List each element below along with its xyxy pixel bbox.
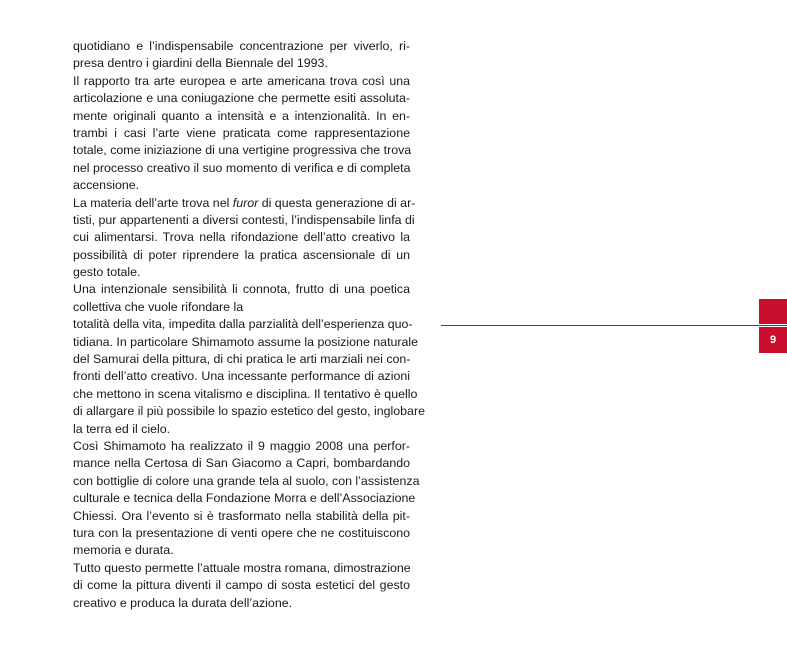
text-line: fronti dell’atto creativo. Una incessante performance di azioni — [73, 369, 410, 384]
page-rule — [441, 325, 787, 326]
text-line: mente originali quanto a intensità e a intenzionalità. In en- — [73, 108, 410, 123]
text-line: di allargare il più possibile lo spazio estetico del gesto, inglobare — [73, 404, 425, 419]
text-line: Una intenzionale sensibilità li connota, frutto di una poetica — [73, 282, 410, 297]
page-tab-top — [759, 299, 787, 324]
text-line: di come la pittura diventi il campo di sosta estetici del gesto — [73, 578, 410, 593]
text-line: presa dentro i giardini della Biennale del 1993. — [73, 56, 328, 71]
page-number: 9 — [769, 334, 777, 346]
text-line: creativo e produca la durata dell’azione. — [73, 595, 293, 610]
text-line: Così Shimamoto ha realizzato il 9 maggio 2008 una perfor- — [73, 438, 410, 453]
text-line: cui alimentarsi. Trova nella rifondazione dell’atto creativo la — [73, 230, 410, 245]
text-line: accensione. — [73, 178, 140, 193]
text-line: tisti, pur appartenenti a diversi contesti, l’indispensabile linfa di — [73, 212, 415, 227]
text-line: Il rapporto tra arte europea e arte americana trova così una — [73, 73, 410, 88]
text-line: memoria e durata. — [73, 543, 174, 558]
text-line: La materia dell’arte trova nel furor di questa generazione di ar- — [73, 195, 416, 210]
text-line: articolazione e una coniugazione che permette esiti assoluta- — [73, 91, 410, 106]
text-line: Tutto questo permette l’attuale mostra romana, dimostrazione — [73, 560, 411, 575]
text-line: mance nella Certosa di San Giacomo a Capri, bombardando — [73, 456, 410, 471]
text-line: totale, come iniziazione di una vertigine progressiva che trova — [73, 143, 412, 158]
text-line: tura con la presentazione di venti opere che ne costituiscono — [73, 525, 410, 540]
text-line: la terra ed il cielo. — [73, 421, 171, 436]
text-line: possibilità di poter riprendere la pratica ascensionale di un — [73, 247, 410, 262]
text-line: nel processo creativo il suo momento di verifica e di completa — [73, 160, 411, 175]
text-line: trambi i casi l’arte viene praticata come rappresentazione — [73, 125, 410, 140]
body-text — [73, 38, 425, 612]
text-line: con bottiglie di colore una grande tela al suolo, con l’assistenza — [73, 473, 420, 488]
text-line: Chiessi. Ora l’evento si è trasformato nella stabilità della pit- — [73, 508, 410, 523]
text-line: gesto totale. — [73, 265, 141, 280]
text-line: collettiva che vuole rifondare la — [73, 299, 244, 314]
text-line: che mettono in scena vitalismo e disciplina. Il tentativo è quello — [73, 386, 418, 401]
text-line: quotidiano e l’indispensabile concentrazione per viverlo, ri- — [73, 39, 410, 53]
page-number-tab — [759, 327, 787, 353]
text-line: totalità della vita, impedita dalla parzialità dell’esperienza quo- — [73, 317, 413, 332]
text-line: culturale e tecnica della Fondazione Morra e dell’Associazione — [73, 491, 416, 506]
text-line: del Samurai della pittura, di chi pratica le arti marziali nei con- — [73, 352, 411, 367]
text-line: tidiana. In particolare Shimamoto assume la posizione naturale — [73, 334, 419, 349]
